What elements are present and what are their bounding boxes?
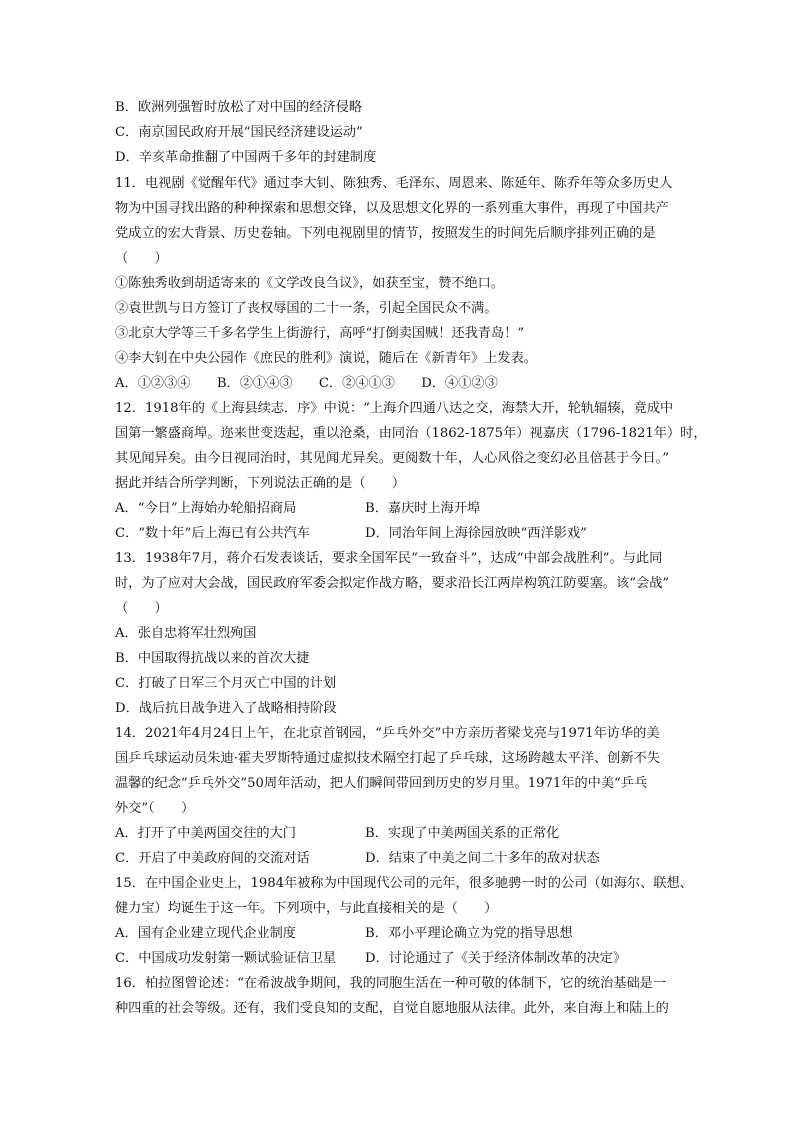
question-14-text: 外交”（ ） bbox=[115, 801, 195, 816]
answer-blank: （ ） bbox=[115, 251, 168, 266]
option-line: D．辛亥革命推翻了中国两千多年的封建制度 bbox=[115, 150, 377, 165]
option-b: B．邓小平理论确立为党的指导思想 bbox=[365, 926, 573, 941]
option-c: C．开启了中美政府间的交流对话 bbox=[115, 851, 310, 866]
option-line: C．南京国民政府开展“国民经济建设运动” bbox=[115, 125, 363, 140]
question-12-text: 据此并结合所学判断，下列说法正确的是（ ） bbox=[115, 476, 406, 491]
option-b: B．嘉庆时上海开埠 bbox=[365, 501, 481, 516]
options-row bbox=[115, 522, 715, 546]
question-14-text: 温馨的纪念“乒乓外交”50周年活动，把人们瞬间带回到历史的岁月里。1971年的中美“乒乓 bbox=[115, 776, 648, 791]
event-item: ①陈独秀收到胡适寄来的《文学改良刍议》，如获至宝，赞不绝口。 bbox=[115, 276, 505, 291]
options-row bbox=[115, 922, 715, 946]
question-13-text: 13．1938年7月，蒋介石发表谈话，要求全国军民“一致奋斗”，达成“中部会战胜利”。与此同 bbox=[115, 551, 663, 566]
event-item: ③北京大学等三千多名学生上街游行，高呼“打倒卖国贼！还我青岛！” bbox=[115, 326, 525, 341]
question-11-text: 11．电视剧《觉醒年代》通过李大钊、陈独秀、毛泽东、周恩来、陈延年、陈乔年等众多历史人 bbox=[115, 176, 673, 191]
question-12-text: 其见闻异矣。由今日视同治时，其见闻尤异矣。更阅数十年，人心风俗之变幻必且倍甚于今日。” bbox=[115, 451, 670, 466]
option-a: A．“今日”上海始办轮船招商局 bbox=[115, 501, 297, 516]
question-12-text: 12．1918年的《上海县续志．序》中说：“上海介四通八达之交，海禁大开，轮轨辐辏，竟成中 bbox=[115, 401, 674, 416]
option-line: B．欧洲列强暂时放松了对中国的经济侵略 bbox=[115, 100, 363, 115]
option-b: B．实现了中美两国关系的正常化 bbox=[365, 826, 560, 841]
options-row: A．①②③④ B．②①④③ C．②④①③ D．④①②③ bbox=[115, 376, 498, 391]
event-item: ②袁世凯与日方签订了丧权辱国的二十一条，引起全国民众不满。 bbox=[115, 301, 498, 316]
option-d: D．讨论通过了《关于经济体制改革的决定》 bbox=[365, 951, 627, 966]
question-11-text: 党成立的宏大背景、历史卷轴。下列电视剧里的情节，按照发生的时间先后顺序排列正确的是 bbox=[115, 226, 656, 241]
option-a: A．张自忠将军壮烈殉国 bbox=[115, 626, 257, 641]
options-row bbox=[115, 847, 715, 871]
question-14-text: 14．2021年4月24日上午，在北京首钢园，“乒乓外交”中方亲历者梁戈亮与1971年访华的美 bbox=[115, 726, 660, 741]
option-c: C．中国成功发射第一颗试验证信卫星 bbox=[115, 951, 337, 966]
question-13-text: 时，为了应对大会战，国民政府军委会拟定作战方略，要求沿长江两岸构筑江防要塞。该“会战” bbox=[115, 576, 670, 591]
option-d: D．同治年间上海徐园放映“西洋影戏” bbox=[365, 526, 587, 541]
option-c: C．“数十年”后上海已有公共汽车 bbox=[115, 526, 311, 541]
options-row bbox=[115, 947, 715, 971]
question-12-text: 国第一繁盛商埠。迩来世变迭起，重以沧桑，由同治（1862-1875年）视嘉庆（1796-1821年）时， bbox=[115, 426, 707, 441]
question-15-text: 健力宝）均诞生于这一年。下列项中，与此直接相关的是（ ） bbox=[115, 901, 498, 916]
question-11-text: 物为中国寻找出路的种种探索和思想交锋，以及思想文化界的一系列重大事件，再现了中国共产 bbox=[115, 201, 669, 216]
event-item: ④李大钊在中央公园作《庶民的胜利》演说，随后在《新青年》上发表。 bbox=[115, 351, 537, 366]
question-16-text: 种四重的社会等级。还有，我们受良知的支配，自觉自愿地服从法律。此外，来自海上和陆上的 bbox=[115, 1001, 669, 1016]
question-15-text: 15．在中国企业史上，1984年被称为中国现代公司的元年，很多驰骋一时的公司（如海尔、联想、 bbox=[115, 876, 693, 891]
option-d: D．结束了中美之间二十多年的敌对状态 bbox=[365, 851, 600, 866]
option-a: A．国有企业建立现代企业制度 bbox=[115, 926, 296, 941]
option-a: A．打开了中美两国交往的大门 bbox=[115, 826, 296, 841]
answer-blank: （ ） bbox=[115, 601, 168, 616]
options-row bbox=[115, 822, 715, 846]
option-b: B．中国取得抗战以来的首次大捷 bbox=[115, 651, 310, 666]
option-d: D．战后抗日战争进入了战略相持阶段 bbox=[115, 701, 337, 716]
options-row bbox=[115, 497, 715, 521]
option-c: C．打破了日军三个月灭亡中国的计划 bbox=[115, 676, 337, 691]
question-16-text: 16．柏拉图曾论述：“在希波战争期间，我的同胞生活在一种可敬的体制下，它的统治基础是一 bbox=[115, 976, 667, 991]
question-14-text: 国乒乓球运动员朱迪·霍夫罗斯特通过虚拟技术隔空打起了乒乓球，这场跨越太平洋、创新不失 bbox=[115, 751, 660, 766]
